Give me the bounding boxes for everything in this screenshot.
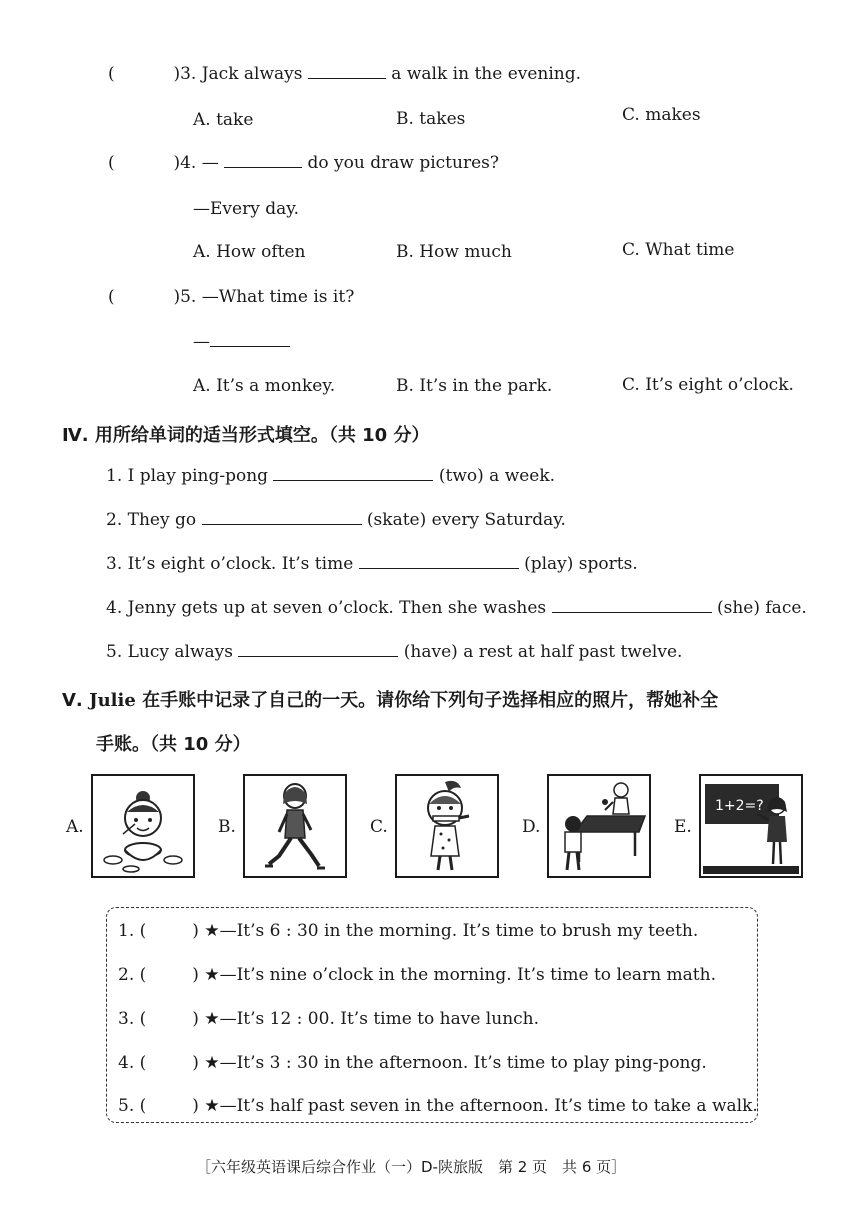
answer-slot[interactable] <box>146 922 192 936</box>
item-number: 1. ( <box>118 921 147 941</box>
picture-label-b: B. <box>218 817 236 837</box>
option-c[interactable]: C. It’s eight o’clock. <box>622 375 794 395</box>
option-c[interactable]: C. makes <box>622 105 701 125</box>
item-hint: (she) face. <box>716 598 807 618</box>
item-text: 1. I play ping-pong <box>106 466 269 486</box>
answer-slot[interactable] <box>146 966 192 980</box>
star-icon: ★ <box>204 965 220 985</box>
option-b[interactable]: B. takes <box>396 109 466 129</box>
question-text: — <box>201 153 219 173</box>
question-3 <box>108 64 581 84</box>
section-5-title-line2: 手账。（共 10 分） <box>96 734 251 755</box>
question-text: Jack always <box>201 64 303 84</box>
fill-item-3 <box>106 554 638 574</box>
page-footer: ［六年级英语课后综合作业（一）D-陕旅版 第 2 页 共 6 页］ <box>196 1158 627 1176</box>
close-paren: ) <box>192 1096 199 1116</box>
answer-blank[interactable] <box>210 332 290 347</box>
answer-paren: ( <box>108 287 115 307</box>
item-hint: (have) a rest at half past twelve. <box>403 642 683 662</box>
item-text: 4. Jenny gets up at seven o’clock. Then she washes <box>106 598 547 618</box>
star-icon: ★ <box>204 1009 220 1029</box>
star-icon: ★ <box>204 1096 220 1116</box>
option-a[interactable]: A. It’s a monkey. <box>193 376 336 396</box>
picture-label-e: E. <box>674 817 692 837</box>
blackboard-text: 1+2=? <box>715 798 764 814</box>
close-paren: ) <box>192 1009 199 1029</box>
girl-brushing-teeth-icon <box>395 774 499 878</box>
item-number: 2. ( <box>118 965 147 985</box>
section-4-title: Ⅳ. 用所给单词的适当形式填空。（共 10 分） <box>62 425 430 446</box>
teacher-math-icon <box>699 774 803 878</box>
item-hint: (two) a week. <box>438 466 556 486</box>
question-text: do you draw pictures? <box>307 153 499 173</box>
question-number: )4. <box>173 153 197 173</box>
reply-text: —Every day. <box>193 199 299 219</box>
section-number: Ⅴ. <box>62 690 83 711</box>
star-icon: ★ <box>204 1053 220 1073</box>
answer-slot[interactable] <box>146 1010 192 1024</box>
item-text: 2. They go <box>106 510 197 530</box>
close-paren: ) <box>192 921 199 941</box>
answer-paren: ( <box>108 153 115 173</box>
close-paren: ) <box>192 965 199 985</box>
journal-text: —It’s half past seven in the afternoon. It’s time to take a walk. <box>219 1096 758 1116</box>
girl-eating-icon <box>91 774 195 878</box>
reply-dash: — <box>193 332 210 352</box>
answer-paren: ( <box>108 64 115 84</box>
question-text: —What time is it? <box>201 287 355 307</box>
answer-blank[interactable] <box>238 642 398 657</box>
item-number: 3. ( <box>118 1009 147 1029</box>
answer-blank[interactable] <box>359 554 519 569</box>
picture-label-d: D. <box>522 817 541 837</box>
option-a[interactable]: A. How often <box>193 242 306 262</box>
item-text: 5. Lucy always <box>106 642 233 662</box>
answer-blank[interactable] <box>224 153 302 168</box>
item-number: 5. ( <box>118 1096 147 1116</box>
kids-ping-pong-icon <box>547 774 651 878</box>
journal-item-4 <box>118 1053 707 1073</box>
item-hint: (skate) every Saturday. <box>366 510 566 530</box>
answer-slot[interactable] <box>146 1054 192 1068</box>
fill-item-5 <box>106 642 682 662</box>
question-4 <box>108 153 499 173</box>
question-5 <box>108 287 354 307</box>
question-number: )3. <box>173 64 197 84</box>
item-number: 4. ( <box>118 1053 147 1073</box>
answer-blank[interactable] <box>308 64 386 79</box>
picture-label-a: A. <box>66 817 84 837</box>
star-icon: ★ <box>204 921 220 941</box>
answer-slot[interactable] <box>146 1097 192 1111</box>
fill-item-4 <box>106 598 807 618</box>
fill-item-1 <box>106 466 555 486</box>
journal-item-2 <box>118 965 716 985</box>
section-5-title <box>62 686 718 712</box>
name-label: Julie <box>89 690 136 711</box>
journal-item-3 <box>118 1009 539 1029</box>
option-b[interactable]: B. It’s in the park. <box>396 376 553 396</box>
picture-label-c: C. <box>370 817 388 837</box>
question-text: a walk in the evening. <box>391 64 582 84</box>
journal-text: —It’s nine o’clock in the morning. It’s time to learn math. <box>219 965 716 985</box>
answer-blank[interactable] <box>202 510 362 525</box>
option-b[interactable]: B. How much <box>396 242 512 262</box>
item-hint: (play) sports. <box>524 554 638 574</box>
journal-text: —It’s 6 : 30 in the morning. It’s time to brush my teeth. <box>219 921 699 941</box>
journal-item-5 <box>118 1096 758 1116</box>
option-a[interactable]: A. take <box>193 110 254 130</box>
journal-text: —It’s 12 : 00. It’s time to have lunch. <box>219 1009 540 1029</box>
item-text: 3. It’s eight o’clock. It’s time <box>106 554 354 574</box>
journal-item-1 <box>118 921 698 941</box>
question-number: )5. <box>173 287 197 307</box>
girl-walking-icon <box>243 774 347 878</box>
close-paren: ) <box>192 1053 199 1073</box>
answer-blank[interactable] <box>552 598 712 613</box>
answer-blank[interactable] <box>273 466 433 481</box>
instruction-text: 在手账中记录了自己的一天。请你给下列句子选择相应的照片，帮她补全 <box>142 690 719 711</box>
journal-text: —It’s 3 : 30 in the afternoon. It’s time to play ping-pong. <box>219 1053 707 1073</box>
option-c[interactable]: C. What time <box>622 240 735 260</box>
reply-line <box>193 332 290 352</box>
fill-item-2 <box>106 510 566 530</box>
